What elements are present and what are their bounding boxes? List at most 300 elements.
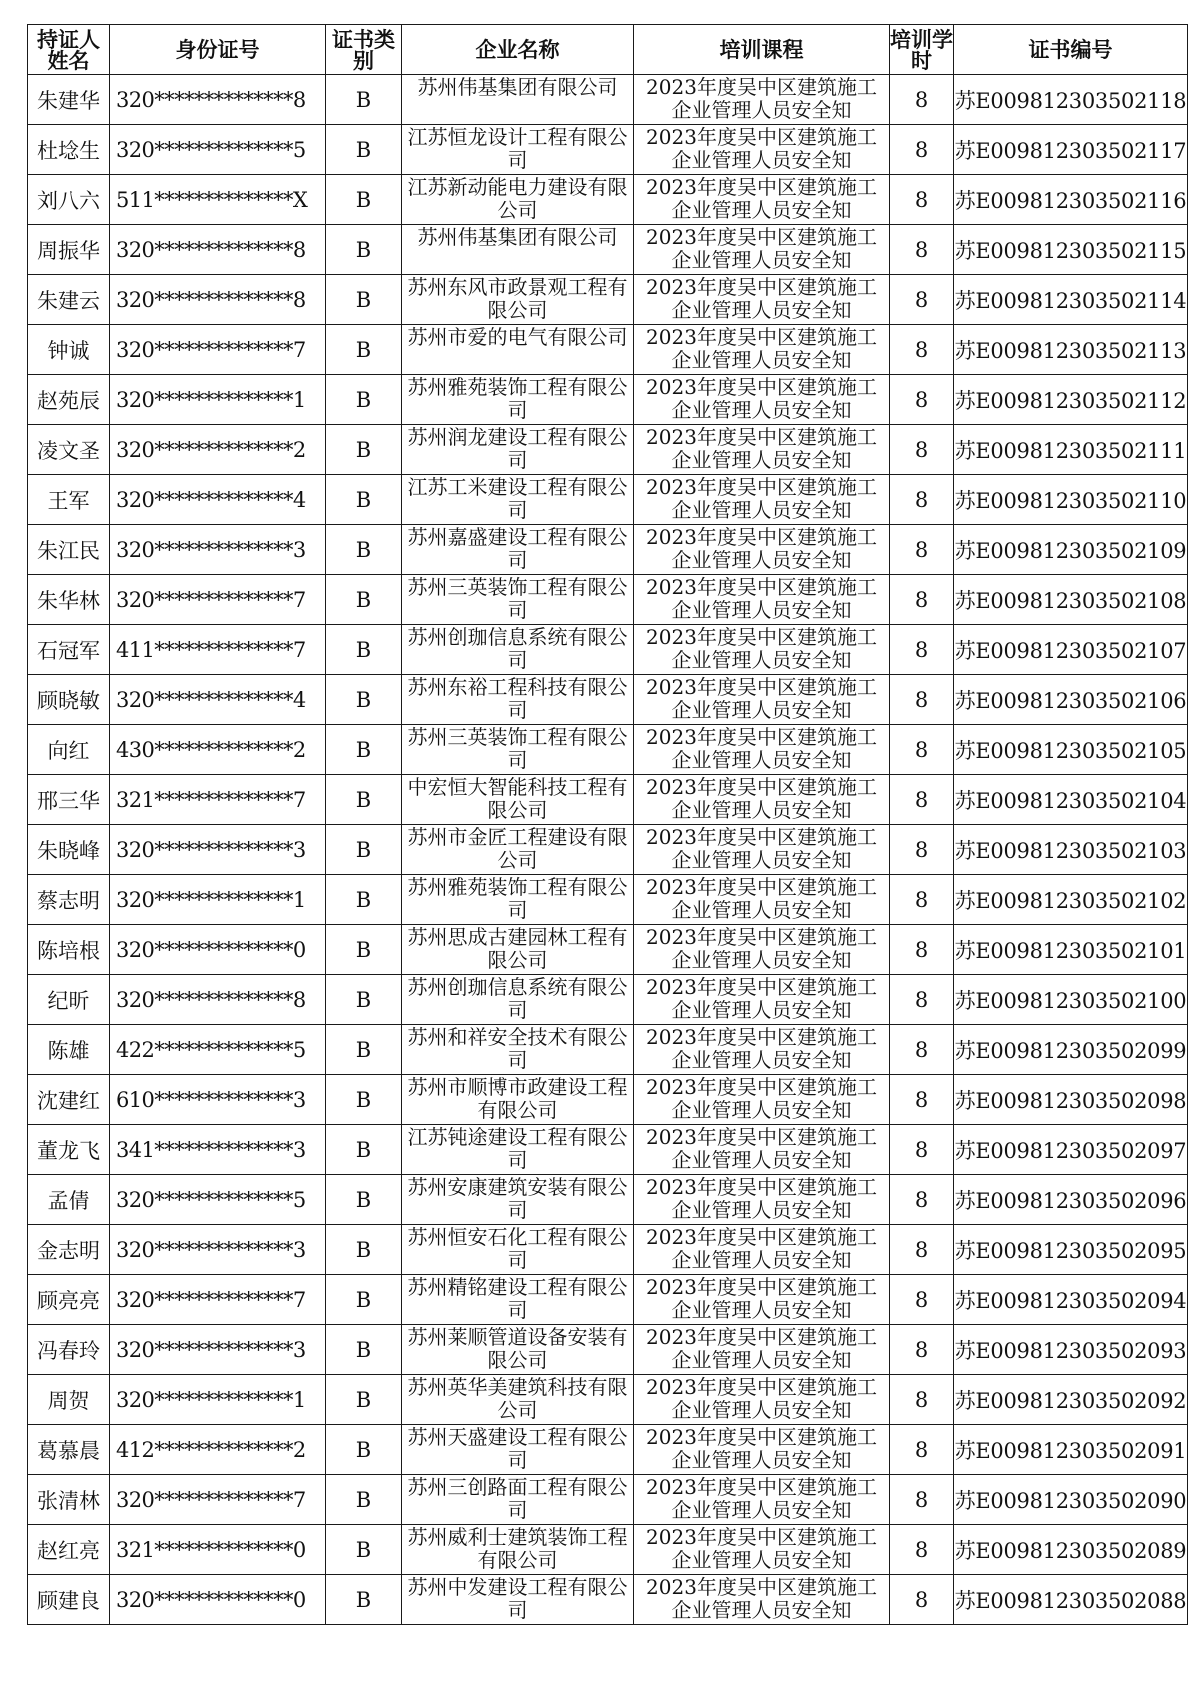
cell-company bbox=[402, 475, 634, 525]
cell-cert-no: 苏E009812303502092 bbox=[954, 1375, 1188, 1425]
cell-name: 陈培根 bbox=[28, 925, 110, 975]
cell-category: B bbox=[326, 625, 402, 675]
cell-course bbox=[634, 1575, 890, 1625]
cell-company bbox=[402, 725, 634, 775]
cell-company-text: 苏州东风市政景观工程有限公司 bbox=[407, 275, 628, 322]
cell-course-text: 2023年度吴中区建筑施工企业管理人员安全知 bbox=[646, 475, 877, 522]
cell-course bbox=[634, 525, 890, 575]
cell-company-text: 苏州伟基集团有限公司 bbox=[417, 225, 618, 249]
cell-id-number: 320**************0 bbox=[110, 925, 326, 975]
table-row bbox=[28, 925, 1188, 975]
cell-course-text: 2023年度吴中区建筑施工企业管理人员安全知 bbox=[646, 725, 877, 772]
table-row bbox=[28, 1375, 1188, 1425]
cell-course bbox=[634, 1075, 890, 1125]
cell-hours: 8 bbox=[890, 975, 954, 1025]
cell-company bbox=[402, 225, 634, 275]
header-id: 身份证号 bbox=[110, 25, 326, 75]
cell-company-text: 江苏工米建设工程有限公司 bbox=[407, 475, 628, 522]
table-row bbox=[28, 1025, 1188, 1075]
cell-cert-no: 苏E009812303502102 bbox=[954, 875, 1188, 925]
header-name: 持证人姓名 bbox=[28, 25, 110, 75]
cell-category: B bbox=[326, 225, 402, 275]
cell-course bbox=[634, 1375, 890, 1425]
cell-cert-no: 苏E009812303502090 bbox=[954, 1475, 1188, 1525]
cell-company-text: 苏州恒安石化工程有限公司 bbox=[407, 1225, 628, 1272]
cell-category: B bbox=[326, 175, 402, 225]
cell-company bbox=[402, 1075, 634, 1125]
cell-company-text: 江苏钝途建设工程有限公司 bbox=[407, 1125, 628, 1172]
cell-name: 王军 bbox=[28, 475, 110, 525]
cell-course bbox=[634, 1175, 890, 1225]
table-row bbox=[28, 175, 1188, 225]
cell-course-text: 2023年度吴中区建筑施工企业管理人员安全知 bbox=[646, 1025, 877, 1072]
cell-course-text: 2023年度吴中区建筑施工企业管理人员安全知 bbox=[646, 1125, 877, 1172]
cell-course bbox=[634, 775, 890, 825]
cell-id-number: 320**************8 bbox=[110, 975, 326, 1025]
cell-hours: 8 bbox=[890, 325, 954, 375]
table-row bbox=[28, 225, 1188, 275]
cell-category: B bbox=[326, 725, 402, 775]
cell-company-text: 苏州市顺博市政建设工程有限公司 bbox=[407, 1075, 628, 1122]
header-course: 培训课程 bbox=[634, 25, 890, 75]
cell-company bbox=[402, 625, 634, 675]
table-row bbox=[28, 1525, 1188, 1575]
table-row bbox=[28, 425, 1188, 475]
cell-id-number: 320**************7 bbox=[110, 575, 326, 625]
cell-company-text: 苏州三创路面工程有限公司 bbox=[407, 1475, 628, 1522]
cell-company bbox=[402, 75, 634, 125]
cell-cert-no: 苏E009812303502110 bbox=[954, 475, 1188, 525]
table-row bbox=[28, 475, 1188, 525]
cell-cert-no: 苏E009812303502113 bbox=[954, 325, 1188, 375]
cell-category: B bbox=[326, 375, 402, 425]
cell-company bbox=[402, 425, 634, 475]
cell-id-number: 320**************1 bbox=[110, 875, 326, 925]
cell-id-number: 430**************2 bbox=[110, 725, 326, 775]
table-row bbox=[28, 1125, 1188, 1175]
cell-category: B bbox=[326, 475, 402, 525]
cell-company-text: 苏州三英装饰工程有限公司 bbox=[407, 575, 628, 622]
cell-id-number: 320**************2 bbox=[110, 425, 326, 475]
cell-hours: 8 bbox=[890, 1075, 954, 1125]
cell-category: B bbox=[326, 1475, 402, 1525]
cell-name: 顾晓敏 bbox=[28, 675, 110, 725]
cell-cert-no: 苏E009812303502088 bbox=[954, 1575, 1188, 1625]
cell-hours: 8 bbox=[890, 225, 954, 275]
cell-name: 赵红亮 bbox=[28, 1525, 110, 1575]
cell-company-text: 苏州思成古建园林工程有限公司 bbox=[407, 925, 628, 972]
cell-company bbox=[402, 1225, 634, 1275]
cell-course bbox=[634, 1525, 890, 1575]
cell-course bbox=[634, 175, 890, 225]
cell-category: B bbox=[326, 1425, 402, 1475]
cell-hours: 8 bbox=[890, 1325, 954, 1375]
cell-course-text: 2023年度吴中区建筑施工企业管理人员安全知 bbox=[646, 925, 877, 972]
cell-cert-no: 苏E009812303502093 bbox=[954, 1325, 1188, 1375]
table-row bbox=[28, 75, 1188, 125]
cell-company bbox=[402, 1425, 634, 1475]
cell-category: B bbox=[326, 75, 402, 125]
table-row bbox=[28, 575, 1188, 625]
cell-id-number: 422**************5 bbox=[110, 1025, 326, 1075]
cell-course bbox=[634, 75, 890, 125]
cell-name: 杜埝生 bbox=[28, 125, 110, 175]
cell-name: 赵苑辰 bbox=[28, 375, 110, 425]
cell-name: 周振华 bbox=[28, 225, 110, 275]
cell-name: 朱华林 bbox=[28, 575, 110, 625]
cell-course bbox=[634, 125, 890, 175]
cell-name: 陈雄 bbox=[28, 1025, 110, 1075]
cell-category: B bbox=[326, 1325, 402, 1375]
cell-cert-no: 苏E009812303502116 bbox=[954, 175, 1188, 225]
certificate-table bbox=[27, 24, 1188, 1625]
cell-cert-no: 苏E009812303502089 bbox=[954, 1525, 1188, 1575]
cell-company-text: 江苏新动能电力建设有限公司 bbox=[407, 175, 628, 222]
cell-hours: 8 bbox=[890, 1025, 954, 1075]
cell-company bbox=[402, 1025, 634, 1075]
cell-category: B bbox=[326, 675, 402, 725]
cell-course-text: 2023年度吴中区建筑施工企业管理人员安全知 bbox=[646, 1575, 877, 1622]
header-category: 证书类别 bbox=[326, 25, 402, 75]
cell-cert-no: 苏E009812303502103 bbox=[954, 825, 1188, 875]
cell-name: 刘八六 bbox=[28, 175, 110, 225]
cell-category: B bbox=[326, 875, 402, 925]
cell-course-text: 2023年度吴中区建筑施工企业管理人员安全知 bbox=[646, 1325, 877, 1372]
cell-company bbox=[402, 1175, 634, 1225]
table-row bbox=[28, 1575, 1188, 1625]
cell-category: B bbox=[326, 325, 402, 375]
cell-name: 蔡志明 bbox=[28, 875, 110, 925]
cell-cert-no: 苏E009812303502118 bbox=[954, 75, 1188, 125]
cell-company-text: 苏州市爱的电气有限公司 bbox=[407, 325, 628, 349]
cell-category: B bbox=[326, 1025, 402, 1075]
cell-company bbox=[402, 1525, 634, 1575]
cell-name: 葛慕晨 bbox=[28, 1425, 110, 1475]
table-row bbox=[28, 625, 1188, 675]
cell-id-number: 320**************8 bbox=[110, 225, 326, 275]
cell-company-text: 苏州雅苑装饰工程有限公司 bbox=[407, 375, 628, 422]
cell-course-text: 2023年度吴中区建筑施工企业管理人员安全知 bbox=[646, 975, 877, 1022]
cell-course bbox=[634, 325, 890, 375]
cell-course bbox=[634, 225, 890, 275]
cell-name: 钟诚 bbox=[28, 325, 110, 375]
cell-course-text: 2023年度吴中区建筑施工企业管理人员安全知 bbox=[646, 1275, 877, 1322]
cell-hours: 8 bbox=[890, 1275, 954, 1325]
cell-hours: 8 bbox=[890, 775, 954, 825]
cell-hours: 8 bbox=[890, 475, 954, 525]
cell-name: 凌文圣 bbox=[28, 425, 110, 475]
cell-company bbox=[402, 775, 634, 825]
cell-course-text: 2023年度吴中区建筑施工企业管理人员安全知 bbox=[646, 575, 877, 622]
cell-course-text: 2023年度吴中区建筑施工企业管理人员安全知 bbox=[646, 125, 877, 172]
cell-course bbox=[634, 375, 890, 425]
cell-category: B bbox=[326, 975, 402, 1025]
table-row bbox=[28, 325, 1188, 375]
cell-hours: 8 bbox=[890, 1575, 954, 1625]
cell-name: 孟倩 bbox=[28, 1175, 110, 1225]
cell-course-text: 2023年度吴中区建筑施工企业管理人员安全知 bbox=[646, 775, 877, 822]
cell-company bbox=[402, 1475, 634, 1525]
cell-id-number: 320**************3 bbox=[110, 825, 326, 875]
cell-id-number: 320**************3 bbox=[110, 1325, 326, 1375]
cell-cert-no: 苏E009812303502097 bbox=[954, 1125, 1188, 1175]
cell-course-text: 2023年度吴中区建筑施工企业管理人员安全知 bbox=[646, 675, 877, 722]
cell-cert-no: 苏E009812303502114 bbox=[954, 275, 1188, 325]
cell-id-number: 321**************0 bbox=[110, 1525, 326, 1575]
cell-course bbox=[634, 475, 890, 525]
cell-category: B bbox=[326, 775, 402, 825]
cell-course bbox=[634, 875, 890, 925]
cell-course-text: 2023年度吴中区建筑施工企业管理人员安全知 bbox=[646, 1075, 877, 1122]
cell-category: B bbox=[326, 575, 402, 625]
cell-hours: 8 bbox=[890, 175, 954, 225]
cell-course-text: 2023年度吴中区建筑施工企业管理人员安全知 bbox=[646, 425, 877, 472]
cell-category: B bbox=[326, 1175, 402, 1225]
cell-name: 纪昕 bbox=[28, 975, 110, 1025]
cell-course bbox=[634, 925, 890, 975]
cell-course-text: 2023年度吴中区建筑施工企业管理人员安全知 bbox=[646, 1375, 877, 1422]
cell-hours: 8 bbox=[890, 1175, 954, 1225]
table-row bbox=[28, 1475, 1188, 1525]
cell-name: 金志明 bbox=[28, 1225, 110, 1275]
cell-cert-no: 苏E009812303502099 bbox=[954, 1025, 1188, 1075]
cell-category: B bbox=[326, 1525, 402, 1575]
cell-course bbox=[634, 425, 890, 475]
cell-company-text: 苏州英华美建筑科技有限公司 bbox=[407, 1375, 628, 1422]
cell-id-number: 511**************X bbox=[110, 175, 326, 225]
cell-course-text: 2023年度吴中区建筑施工企业管理人员安全知 bbox=[646, 825, 877, 872]
cell-company bbox=[402, 125, 634, 175]
cell-hours: 8 bbox=[890, 1375, 954, 1425]
cell-hours: 8 bbox=[890, 1425, 954, 1475]
cell-name: 沈建红 bbox=[28, 1075, 110, 1125]
cell-name: 周贺 bbox=[28, 1375, 110, 1425]
cell-category: B bbox=[326, 1125, 402, 1175]
cell-cert-no: 苏E009812303502108 bbox=[954, 575, 1188, 625]
cell-name: 冯春玲 bbox=[28, 1325, 110, 1375]
cell-id-number: 320**************7 bbox=[110, 1475, 326, 1525]
cell-course-text: 2023年度吴中区建筑施工企业管理人员安全知 bbox=[646, 625, 877, 672]
header-hours: 培训学时 bbox=[890, 26, 953, 73]
table-row bbox=[28, 1425, 1188, 1475]
cell-cert-no: 苏E009812303502101 bbox=[954, 925, 1188, 975]
table-row bbox=[28, 975, 1188, 1025]
header-row bbox=[28, 25, 1188, 75]
cell-name: 朱江民 bbox=[28, 525, 110, 575]
cell-course bbox=[634, 825, 890, 875]
table-row bbox=[28, 375, 1188, 425]
cell-course bbox=[634, 1475, 890, 1525]
cell-course bbox=[634, 675, 890, 725]
cell-company-text: 苏州创珈信息系统有限公司 bbox=[407, 975, 628, 1022]
cell-cert-no: 苏E009812303502112 bbox=[954, 375, 1188, 425]
table-row bbox=[28, 825, 1188, 875]
cell-category: B bbox=[326, 425, 402, 475]
table-body bbox=[28, 75, 1188, 1625]
cell-category: B bbox=[326, 825, 402, 875]
cell-company-text: 苏州莱顺管道设备安装有限公司 bbox=[407, 1325, 628, 1372]
cell-course-text: 2023年度吴中区建筑施工企业管理人员安全知 bbox=[646, 225, 877, 272]
cell-id-number: 320**************7 bbox=[110, 1275, 326, 1325]
cell-cert-no: 苏E009812303502117 bbox=[954, 125, 1188, 175]
table-row bbox=[28, 275, 1188, 325]
cell-cert-no: 苏E009812303502111 bbox=[954, 425, 1188, 475]
cell-course-text: 2023年度吴中区建筑施工企业管理人员安全知 bbox=[646, 875, 877, 922]
cell-name: 朱建华 bbox=[28, 75, 110, 125]
table-row bbox=[28, 1275, 1188, 1325]
cell-name: 顾亮亮 bbox=[28, 1275, 110, 1325]
cell-course bbox=[634, 1425, 890, 1475]
cell-course bbox=[634, 1025, 890, 1075]
cell-id-number: 320**************8 bbox=[110, 75, 326, 125]
cell-id-number: 320**************7 bbox=[110, 325, 326, 375]
cell-course-text: 2023年度吴中区建筑施工企业管理人员安全知 bbox=[646, 1475, 877, 1522]
table-row bbox=[28, 1325, 1188, 1375]
cell-id-number: 320**************5 bbox=[110, 1175, 326, 1225]
cell-company-text: 苏州天盛建设工程有限公司 bbox=[407, 1425, 628, 1472]
cell-category: B bbox=[326, 1375, 402, 1425]
table-row bbox=[28, 1225, 1188, 1275]
table-row bbox=[28, 725, 1188, 775]
cell-company bbox=[402, 575, 634, 625]
cell-course bbox=[634, 275, 890, 325]
cell-cert-no: 苏E009812303502107 bbox=[954, 625, 1188, 675]
cell-course bbox=[634, 725, 890, 775]
cell-hours: 8 bbox=[890, 725, 954, 775]
cell-cert-no: 苏E009812303502098 bbox=[954, 1075, 1188, 1125]
cell-company bbox=[402, 175, 634, 225]
cell-course bbox=[634, 575, 890, 625]
cell-course-text: 2023年度吴中区建筑施工企业管理人员安全知 bbox=[646, 175, 877, 222]
cell-company-text: 苏州威利士建筑装饰工程有限公司 bbox=[407, 1525, 628, 1572]
cell-course-text: 2023年度吴中区建筑施工企业管理人员安全知 bbox=[646, 275, 877, 322]
cell-name: 朱建云 bbox=[28, 275, 110, 325]
cell-course bbox=[634, 1125, 890, 1175]
cell-company-text: 苏州和祥安全技术有限公司 bbox=[407, 1025, 628, 1072]
cell-id-number: 320**************5 bbox=[110, 125, 326, 175]
cell-hours: 8 bbox=[890, 825, 954, 875]
cell-company bbox=[402, 375, 634, 425]
cell-hours: 8 bbox=[890, 125, 954, 175]
cell-cert-no: 苏E009812303502106 bbox=[954, 675, 1188, 725]
cell-company bbox=[402, 325, 634, 375]
cell-company-text: 苏州三英装饰工程有限公司 bbox=[407, 725, 628, 772]
cell-id-number: 320**************4 bbox=[110, 475, 326, 525]
cell-hours: 8 bbox=[890, 525, 954, 575]
cell-cert-no: 苏E009812303502091 bbox=[954, 1425, 1188, 1475]
cell-name: 朱晓峰 bbox=[28, 825, 110, 875]
cell-category: B bbox=[326, 925, 402, 975]
cell-id-number: 320**************4 bbox=[110, 675, 326, 725]
cell-id-number: 320**************8 bbox=[110, 275, 326, 325]
cell-name: 石冠军 bbox=[28, 625, 110, 675]
cell-company-text: 苏州创珈信息系统有限公司 bbox=[407, 625, 628, 672]
cell-cert-no: 苏E009812303502115 bbox=[954, 225, 1188, 275]
cell-name: 董龙飞 bbox=[28, 1125, 110, 1175]
cell-cert-no: 苏E009812303502104 bbox=[954, 775, 1188, 825]
cell-course-text: 2023年度吴中区建筑施工企业管理人员安全知 bbox=[646, 1175, 877, 1222]
cell-category: B bbox=[326, 525, 402, 575]
cell-hours: 8 bbox=[890, 1225, 954, 1275]
cell-name: 张清林 bbox=[28, 1475, 110, 1525]
cell-course bbox=[634, 975, 890, 1025]
cell-course bbox=[634, 1325, 890, 1375]
cell-id-number: 341**************3 bbox=[110, 1125, 326, 1175]
cell-hours: 8 bbox=[890, 275, 954, 325]
cell-company bbox=[402, 1375, 634, 1425]
cell-company bbox=[402, 525, 634, 575]
cell-hours: 8 bbox=[890, 875, 954, 925]
cell-course-text: 2023年度吴中区建筑施工企业管理人员安全知 bbox=[646, 525, 877, 572]
cell-company bbox=[402, 1575, 634, 1625]
cell-company-text: 苏州东裕工程科技有限公司 bbox=[407, 675, 628, 722]
cell-cert-no: 苏E009812303502096 bbox=[954, 1175, 1188, 1225]
table-row bbox=[28, 525, 1188, 575]
cell-course-text: 2023年度吴中区建筑施工企业管理人员安全知 bbox=[646, 1425, 877, 1472]
cell-company bbox=[402, 1275, 634, 1325]
cell-company-text: 苏州市金匠工程建设有限公司 bbox=[407, 825, 628, 872]
table-row bbox=[28, 1175, 1188, 1225]
cell-hours: 8 bbox=[890, 575, 954, 625]
cell-id-number: 320**************1 bbox=[110, 1375, 326, 1425]
cell-hours: 8 bbox=[890, 75, 954, 125]
cell-category: B bbox=[326, 1275, 402, 1325]
cell-category: B bbox=[326, 125, 402, 175]
cell-course bbox=[634, 1225, 890, 1275]
cell-course-text: 2023年度吴中区建筑施工企业管理人员安全知 bbox=[646, 1525, 877, 1572]
cell-name: 顾建良 bbox=[28, 1575, 110, 1625]
table-row bbox=[28, 675, 1188, 725]
cell-id-number: 320**************3 bbox=[110, 525, 326, 575]
cell-course-text: 2023年度吴中区建筑施工企业管理人员安全知 bbox=[646, 1225, 877, 1272]
cell-hours: 8 bbox=[890, 1475, 954, 1525]
cell-company-text: 江苏恒龙设计工程有限公司 bbox=[407, 125, 628, 172]
cell-company-text: 苏州润龙建设工程有限公司 bbox=[407, 425, 628, 472]
cell-company-text: 苏州精铭建设工程有限公司 bbox=[407, 1275, 628, 1322]
table-row bbox=[28, 875, 1188, 925]
cell-course bbox=[634, 1275, 890, 1325]
cell-company bbox=[402, 275, 634, 325]
table-header bbox=[28, 25, 1188, 75]
cell-company bbox=[402, 1325, 634, 1375]
cell-hours: 8 bbox=[890, 1525, 954, 1575]
cell-name: 向红 bbox=[28, 725, 110, 775]
cell-hours: 8 bbox=[890, 425, 954, 475]
cell-category: B bbox=[326, 1225, 402, 1275]
cell-id-number: 320**************1 bbox=[110, 375, 326, 425]
cell-company bbox=[402, 925, 634, 975]
cell-id-number: 610**************3 bbox=[110, 1075, 326, 1125]
cell-id-number: 320**************3 bbox=[110, 1225, 326, 1275]
cell-cert-no: 苏E009812303502105 bbox=[954, 725, 1188, 775]
cell-hours: 8 bbox=[890, 375, 954, 425]
cell-id-number: 321**************7 bbox=[110, 775, 326, 825]
cell-name: 邢三华 bbox=[28, 775, 110, 825]
cell-course-text: 2023年度吴中区建筑施工企业管理人员安全知 bbox=[646, 325, 877, 372]
table-row bbox=[28, 775, 1188, 825]
cell-hours: 8 bbox=[890, 625, 954, 675]
cell-hours: 8 bbox=[890, 675, 954, 725]
cell-category: B bbox=[326, 1575, 402, 1625]
header-cert-no: 证书编号 bbox=[954, 25, 1188, 75]
cell-course-text: 2023年度吴中区建筑施工企业管理人员安全知 bbox=[646, 75, 877, 122]
cell-company-text: 苏州雅苑装饰工程有限公司 bbox=[407, 875, 628, 922]
table-row bbox=[28, 125, 1188, 175]
cell-cert-no: 苏E009812303502109 bbox=[954, 525, 1188, 575]
cell-company bbox=[402, 1125, 634, 1175]
cell-category: B bbox=[326, 1075, 402, 1125]
cell-company-text: 苏州伟基集团有限公司 bbox=[417, 75, 618, 99]
